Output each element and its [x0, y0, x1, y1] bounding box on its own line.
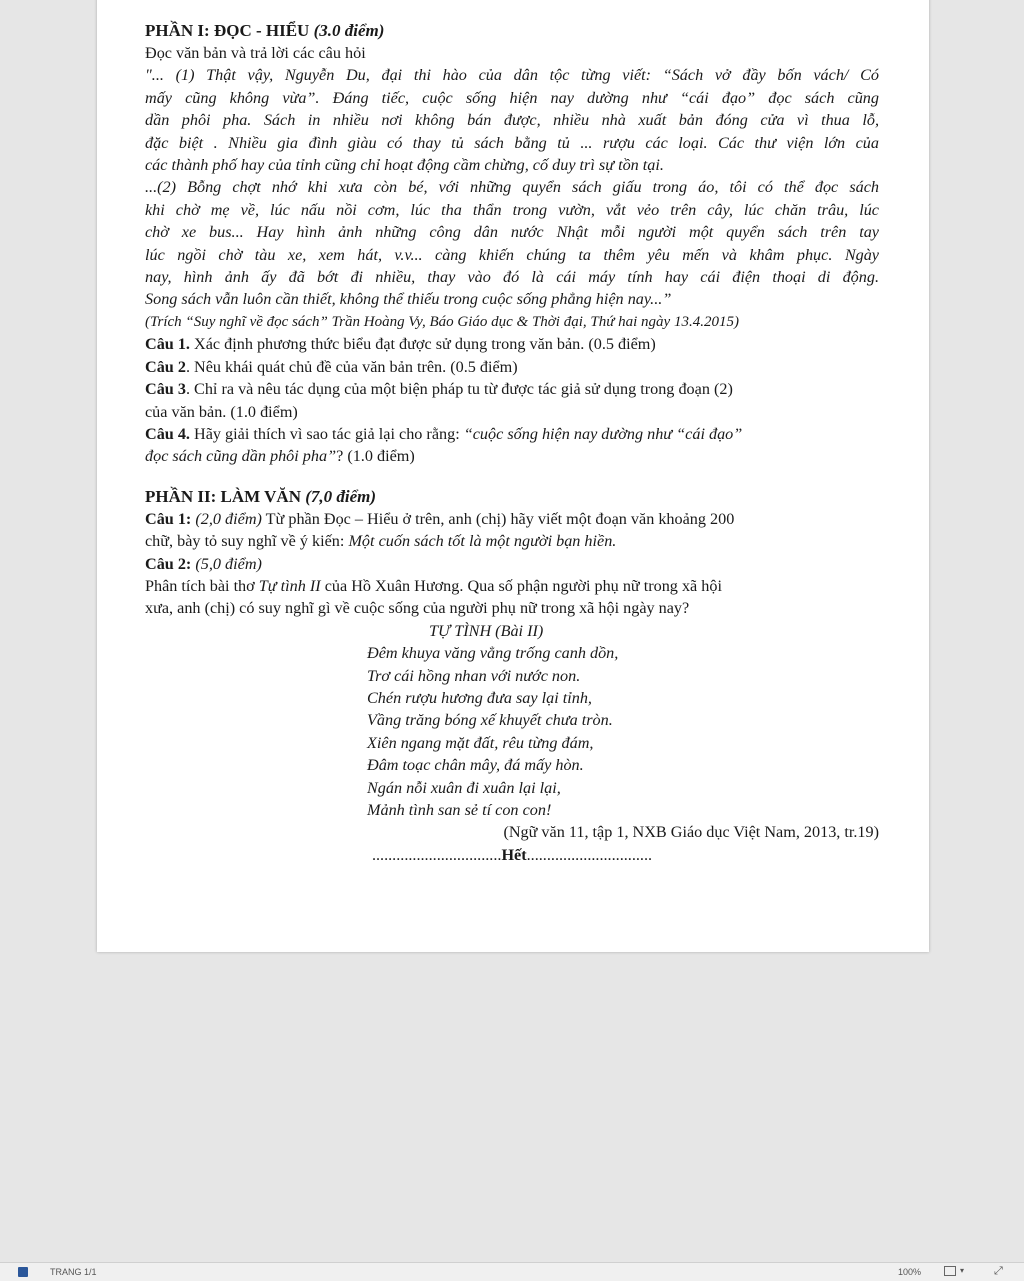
poem-line: Mảnh tình san sẻ tí con con! — [367, 801, 552, 819]
end-dots-left: ................................ — [371, 845, 502, 864]
status-bar — [0, 1262, 1024, 1281]
poem-line: Đêm khuya văng vẳng trống canh dồn, — [367, 644, 619, 663]
end-marker — [145, 844, 879, 866]
passage-line: lúc ngồi chờ tàu xe, xem hát, v.v... càng khiến chúng ta thêm yêu mến và khâm phục. Ngày — [145, 245, 879, 264]
chevron-down-icon[interactable]: ▾ — [960, 1266, 965, 1275]
question-4-text: Hãy giải thích vì sao tác giả lại cho rằng: — [189, 424, 464, 443]
question-3-continued: của văn bản. (1.0 điểm) — [145, 402, 298, 421]
poem-line: Vầng trăng bóng xế khuyết chưa tròn. — [367, 711, 613, 730]
document-page[interactable] — [97, 0, 929, 952]
essay-question-1-text-2: chữ, bày tỏ suy nghĩ về ý kiến: — [145, 532, 349, 551]
poem-title: TỰ TÌNH (Bài II) — [429, 621, 544, 640]
essay-question-1 — [145, 508, 879, 530]
essay-question-2-points: (5,0 điểm) — [195, 554, 262, 573]
question-4-points: ? (1.0 điểm) — [336, 447, 415, 466]
page-content — [145, 20, 879, 866]
passage-line: "... (1) Thật vậy, Nguyễn Du, đại thi hào của dân tộc từng viết: “Sách vở đầy bốn vách/ Có — [145, 66, 879, 85]
essay-question-1-points: (2,0 điểm) — [195, 509, 262, 528]
essay-question-2-text-a: Phân tích bài thơ — [145, 576, 259, 595]
essay-question-1-continued — [145, 530, 879, 552]
question-1-label: Câu 1. — [145, 335, 190, 354]
document-status-icon[interactable] — [18, 1267, 28, 1277]
part1-heading-title: PHẦN I: ĐỌC - HIỂU — [145, 21, 310, 40]
question-1 — [145, 333, 879, 355]
question-3 — [145, 378, 879, 400]
passage-line: đặc biệt . Nhiều gia đình giàu có thay tủ sách bằng tủ ... rượu các loại. Các thư viện lớn của — [145, 133, 879, 152]
poem-line: Đâm toạc chân mây, đá mấy hòn. — [367, 756, 584, 775]
poem-source: (Ngữ văn 11, tập 1, NXB Giáo dục Việt Nam, 2013, tr.19) — [503, 823, 879, 842]
question-4 — [145, 423, 879, 445]
question-2-label: Câu 2 — [145, 357, 186, 376]
passage-line: mấy cũng không vừa”. Đáng tiếc, cuộc sống hiện nay dường như “cái đạo” đọc sách cũng — [145, 88, 879, 107]
end-label: Hết — [501, 845, 527, 864]
page-count[interactable]: TRANG 1/1 — [50, 1267, 97, 1277]
question-3-text: . Chỉ ra và nêu tác dụng của một biện pháp tu từ được tác giả sử dụng trong đoạn (2) — [185, 380, 733, 399]
question-4-label: Câu 4. — [145, 424, 190, 443]
essay-question-2 — [145, 553, 879, 575]
fit-page-icon[interactable]: ⤢ — [994, 1265, 1003, 1277]
part1-instruction: Đọc văn bản và trả lời các câu hỏi — [145, 44, 366, 62]
essay-question-2-poem-title: Tự tình II — [258, 576, 321, 595]
part1-heading — [145, 20, 879, 42]
passage-paragraph-1 — [145, 64, 879, 176]
essay-question-1-quote: Một cuốn sách tốt là một người bạn hiền. — [348, 532, 617, 551]
zoom-level[interactable]: 100% — [898, 1267, 922, 1277]
question-2 — [145, 356, 879, 378]
question-2-text: . Nêu khái quát chủ đề của văn bản trên. (0.5 điểm) — [185, 357, 518, 376]
part2-heading — [145, 486, 879, 508]
poem-line: Xiên ngang mặt đất, rêu từng đám, — [367, 733, 594, 752]
essay-question-2-continued: xưa, anh (chị) có suy nghĩ gì về cuộc sống của người phụ nữ trong xã hội ngày nay? — [145, 599, 690, 618]
passage-line: ...(2) Bỗng chợt nhớ khi xưa còn bé, với những quyển sách giấu trong áo, tôi có thể đọc sách — [145, 178, 879, 197]
essay-question-2-text-b: của Hồ Xuân Hương. Qua số phận người phụ nữ trong xã hội — [320, 576, 722, 595]
question-4-continued — [145, 445, 879, 467]
passage-paragraph-2 — [145, 176, 879, 310]
question-4-quote-end: đọc sách cũng dần phôi pha” — [145, 447, 337, 466]
essay-question-2-text — [145, 575, 879, 597]
passage-line: dần phôi pha. Sách in nhiều nơi không bán được, nhiều nhà xuất bản đóng cửa vì thua lỗ, — [145, 111, 879, 130]
passage-citation: (Trích “Suy nghĩ về đọc sách” Trần Hoàng Vy, Báo Giáo dục & Thời đại, Thứ hai ngày 13.4.2015) — [145, 313, 739, 330]
part1-heading-points: (3.0 điểm) — [313, 21, 385, 40]
passage-line: chờ xe bus... Hay hình ảnh những công dân nước Nhật mỗi người một quyển sách trên tay — [145, 223, 879, 242]
passage-line: khi chờ mẹ về, lúc nấu nồi cơm, lúc tha thẩn trong vườn, vắt vẻo trên cây, lúc chăn trâu, lúc — [145, 200, 879, 219]
passage-line: nay, hình ảnh ấy đã bớt đi nhiều, thay vào đó là cái máy tính hay cái điện thoại di động. — [145, 268, 879, 287]
end-dots-right: ............................... — [526, 845, 653, 864]
question-3-label: Câu 3 — [145, 380, 186, 399]
part2-heading-title: PHẦN II: LÀM VĂN — [145, 486, 301, 506]
poem-line: Trơ cái hồng nhan với nước non. — [367, 666, 581, 685]
question-1-text: Xác định phương thức biểu đạt được sử dụng trong văn bản. (0.5 điểm) — [189, 335, 656, 354]
question-4-quote: “cuộc sống hiện nay dường như “cái đạo” — [463, 424, 743, 443]
essay-question-1-label: Câu 1: — [145, 509, 192, 528]
passage-line: Song sách vẫn luôn cần thiết, không thể thiếu trong cuộc sống phẳng hiện nay...” — [145, 290, 672, 309]
section-spacer — [145, 468, 879, 486]
passage-line: các thành phố hay của tỉnh cũng chỉ hoạt động cầm chừng, cố duy trì sự tồn tại. — [145, 156, 664, 175]
poem-line: Chén rượu hương đưa say lại tỉnh, — [367, 688, 592, 707]
essay-question-2-label: Câu 2: — [145, 554, 192, 573]
view-layout-icon[interactable] — [944, 1266, 956, 1276]
poem-body — [145, 642, 879, 821]
essay-question-1-text: Từ phần Đọc – Hiểu ở trên, anh (chị) hãy viết một đoạn văn khoảng 200 — [261, 509, 735, 528]
poem-line: Ngán nỗi xuân đi xuân lại lại, — [367, 778, 561, 797]
part2-heading-points: (7,0 điểm) — [305, 486, 377, 506]
